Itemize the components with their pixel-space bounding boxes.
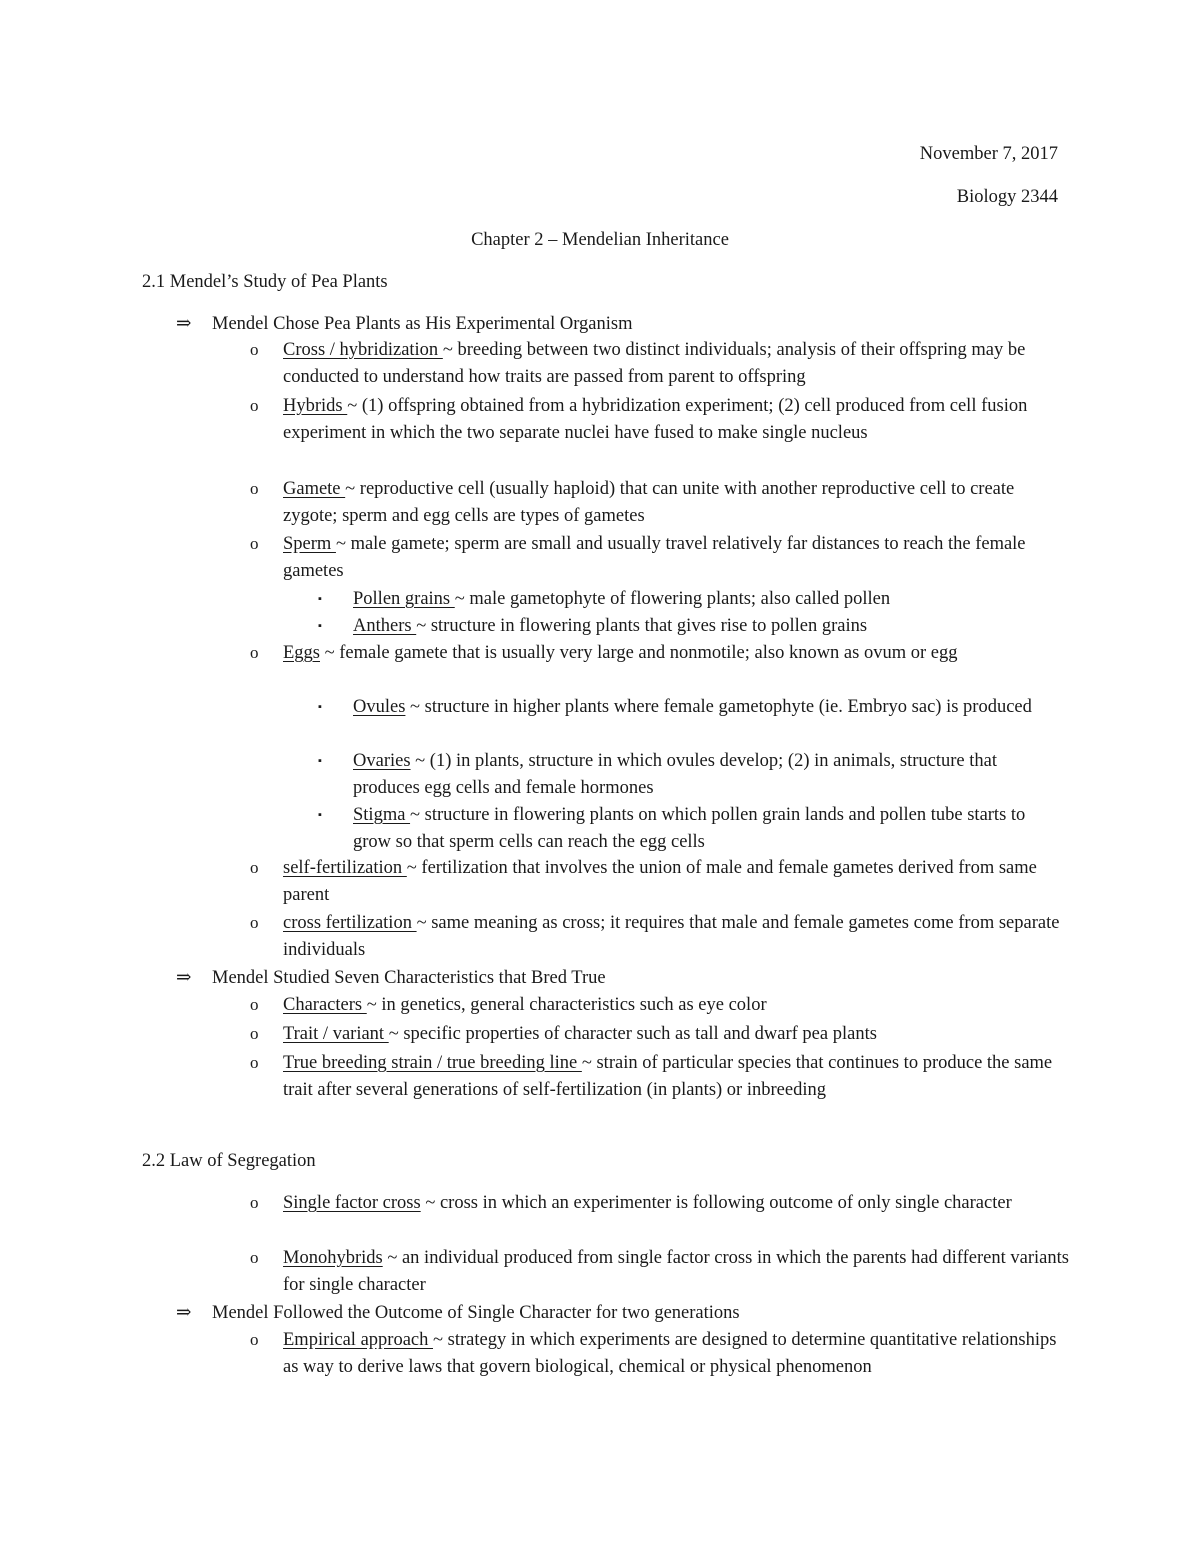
term: Empirical approach [283, 1330, 433, 1350]
list-item [250, 337, 1070, 391]
list-item [250, 1245, 1070, 1299]
list-item [250, 1021, 1070, 1048]
list-item [250, 1190, 1070, 1217]
definition: ~ specific properties of character such as tall and dwarf pea plants [388, 1024, 877, 1044]
circle-bullet-icon: o [250, 1024, 259, 1043]
definition: ~ male gametophyte of flowering plants; also called pollen [454, 589, 891, 609]
circle-bullet-icon: o [250, 396, 259, 415]
definition: ~ an individual produced from single factor cross in which the parents had different variants for single character [283, 1248, 1069, 1295]
circle-bullet-icon: o [250, 858, 259, 877]
sub-list-item [318, 694, 1058, 721]
term: Monohybrids [283, 1248, 383, 1268]
list-item [250, 910, 1070, 964]
term: Pollen grains [353, 589, 455, 609]
definition: ~ structure in higher plants where female gametophyte (ie. Embryo sac) is produced [405, 697, 1032, 717]
list-item [250, 992, 1070, 1019]
term: Ovules [353, 697, 406, 717]
term: Eggs [283, 643, 320, 663]
definition: ~ (1) offspring obtained from a hybridization experiment; (2) cell produced from cell fusion experiment in which the two separate nuclei have fused to make single nucleus [283, 396, 1028, 443]
square-bullet-icon: ▪ [318, 701, 322, 713]
square-bullet-icon: ▪ [318, 809, 322, 821]
arrow-bullet-icon: ⇒ [176, 968, 192, 988]
arrow-bullet-icon: ⇒ [176, 1303, 192, 1323]
list-item [250, 476, 1070, 530]
definition: ~ strategy in which experiments are designed to determine quantitative relationships as way to derive laws that govern biological, chemical or physical phenomenon [283, 1330, 1057, 1377]
definition: ~ in genetics, general characteristics such as eye color [366, 995, 767, 1015]
arrow-bullet-icon: ⇒ [176, 314, 192, 334]
circle-bullet-icon: o [250, 1248, 259, 1267]
list-item [250, 1327, 1070, 1381]
square-bullet-icon: ▪ [318, 620, 322, 632]
square-bullet-icon: ▪ [318, 755, 322, 767]
list-item [250, 1050, 1070, 1104]
term: Trait / variant [283, 1024, 389, 1044]
term: Hybrids [283, 396, 348, 416]
sub-list-item [318, 586, 1058, 613]
sub-list-item [318, 748, 1058, 802]
circle-bullet-icon: o [250, 1053, 259, 1072]
circle-bullet-icon: o [250, 534, 259, 553]
list-item [250, 855, 1070, 909]
definition: ~ strain of particular species that continues to produce the same trait after several generations of self-fertilization (in plants) or inbreeding [283, 1053, 1053, 1100]
term: Cross / hybridization [283, 340, 443, 360]
arrow-item-text: Mendel Studied Seven Characteristics that Bred True [212, 968, 606, 988]
term: Ovaries [353, 751, 411, 771]
definition: ~ cross in which an experimenter is following outcome of only single character [420, 1193, 1012, 1213]
circle-bullet-icon: o [250, 995, 259, 1014]
date: November 7, 2017 [919, 144, 1058, 164]
definition: ~ male gamete; sperm are small and usually travel relatively far distances to reach the female gametes [283, 534, 1026, 581]
definition: ~ reproductive cell (usually haploid) that can unite with another reproductive cell to create zygote; sperm and egg cells are types of gametes [283, 479, 1015, 526]
definition: ~ breeding between two distinct individuals; analysis of their offspring may be conducted to understand how traits are passed from parent to offspring [283, 340, 1026, 387]
circle-bullet-icon: o [250, 479, 259, 498]
definition: ~ (1) in plants, structure in which ovules develop; (2) in animals, structure that produces egg cells and female hormones [353, 751, 998, 798]
term: True breeding strain / true breeding line [283, 1053, 582, 1073]
term: Sperm [283, 534, 336, 554]
definition: ~ female gamete that is usually very large and nonmotile; also known as ovum or egg [320, 643, 958, 663]
square-bullet-icon: ▪ [318, 593, 322, 605]
term: self-fertilization [283, 858, 407, 878]
term: Single factor cross [283, 1193, 421, 1213]
definition: ~ fertilization that involves the union of male and female gametes derived from same parent [283, 858, 1037, 905]
list-item [250, 531, 1070, 585]
list-item [250, 640, 1070, 667]
term: cross fertilization [283, 913, 417, 933]
term: Anthers [353, 616, 417, 636]
section-heading-2-1: 2.1 Mendel’s Study of Pea Plants [142, 272, 388, 292]
circle-bullet-icon: o [250, 1193, 259, 1212]
circle-bullet-icon: o [250, 643, 259, 662]
list-item [250, 393, 1070, 447]
arrow-item-text: Mendel Chose Pea Plants as His Experimental Organism [212, 314, 633, 334]
section-heading-2-2: 2.2 Law of Segregation [142, 1151, 316, 1171]
circle-bullet-icon: o [250, 913, 259, 932]
definition: ~ structure in flowering plants that gives rise to pollen grains [416, 616, 868, 636]
arrow-item-text: Mendel Followed the Outcome of Single Character for two generations [212, 1303, 740, 1323]
term: Gamete [283, 479, 346, 499]
sub-list-item [318, 613, 1058, 640]
term: Characters [283, 995, 367, 1015]
definition: ~ structure in flowering plants on which pollen grain lands and pollen tube starts to grow so that sperm cells can reach the egg cells [353, 805, 1026, 852]
sub-list-item [318, 802, 1058, 856]
definition: ~ same meaning as cross; it requires that male and female gametes come from separate individuals [283, 913, 1060, 960]
term: Stigma [353, 805, 411, 825]
document-title: Chapter 2 – Mendelian Inheritance [471, 230, 729, 250]
circle-bullet-icon: o [250, 1330, 259, 1349]
circle-bullet-icon: o [250, 340, 259, 359]
course-name: Biology 2344 [956, 187, 1058, 207]
